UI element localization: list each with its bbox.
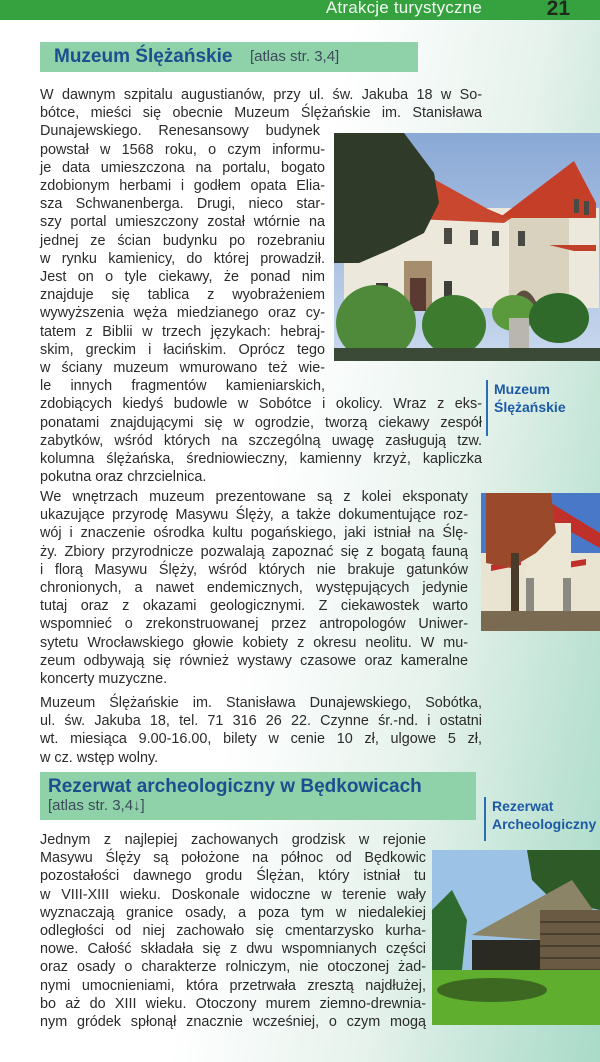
- text-line: w VIII-XIII wieku. Doskonale widoczne w terenie wały: [40, 886, 426, 903]
- text-line: powstał w 1568 roku, o czym informu-: [40, 141, 325, 158]
- text-line: wt. miesiąca 9.00-16.00, bilety w cenie 10 zł, ulgowe 5 zł,: [40, 731, 482, 748]
- page-header-bar: [0, 0, 600, 20]
- text-line: zabytków, wśród których na szczególną uwagę zasługują tzw.: [40, 432, 482, 449]
- paragraph-rezerwat: [40, 831, 426, 1031]
- text-line: kolumna ślężańska, średniowieczny, kamienny krzyż, kapliczka: [40, 451, 482, 468]
- text-line: je data umieszczona na portalu, bogato: [40, 159, 325, 176]
- text-line: tutaj oraz z okazami geologicznymi. Z ciekawostek warto: [40, 598, 468, 615]
- margin-note-rezerwat: [484, 797, 596, 841]
- photo-museum-building: [334, 133, 600, 361]
- atlas-reference: [atlas str. 3,4↓]: [48, 797, 145, 814]
- atlas-reference: [atlas str. 3,4]: [250, 48, 340, 65]
- text-line: bo aż do XIII wieku. Otoczony murem ziemno-drewnia-: [40, 995, 426, 1012]
- section-heading-rezerwat: [40, 772, 476, 820]
- text-line: wój i znaczenie ośrodka kultu pogańskiego, jaki istniał na Ślę-: [40, 525, 468, 542]
- paragraph-museum-exhibits: [40, 488, 468, 688]
- margin-note-line: Rezerwat: [492, 798, 554, 814]
- section-heading-muzeum: [40, 42, 418, 72]
- margin-note-line: Muzeum: [494, 381, 550, 397]
- text-line: We wnętrzach muzeum prezentowane są z kolei eksponaty: [40, 489, 468, 505]
- text-line: W dawnym szpitalu augustianów, przy ul. św. Jakuba 18 w So-: [40, 87, 482, 103]
- text-line: ul. św. Jakuba 18, tel. 71 316 26 22. Czynne śr.-nd. i ostatni: [40, 713, 482, 730]
- text-line: ponatami znajdującymi się w ogrodzie, tworzą ciekawy zespół: [40, 414, 482, 431]
- text-line: wywyższenia węża miedzianego oraz cy-: [40, 305, 325, 322]
- text-line: w rynku kamienicy, do której prowadził.: [40, 250, 325, 267]
- text-line: le innych fragmentów kamieniarskich,: [40, 378, 325, 395]
- text-line: tatem z Biblii w trzech językach: hebraj-: [40, 323, 325, 340]
- text-line: skim, greckim i łacińskim. Oprócz tego: [40, 341, 325, 358]
- heading-title: Rezerwat archeologiczny w Będkowicach: [48, 776, 422, 797]
- text-line: nowe. Całość składała się z dwu wspomnianych części: [40, 941, 426, 958]
- text-line: zeum odbywają się również wystawy czasowe oraz kameralne: [40, 652, 468, 669]
- text-line: pokutna oraz chrzcielnica.: [40, 469, 207, 486]
- text-line: pozostałości dawnego grodu Ślężan, który istniał tu: [40, 868, 426, 885]
- text-line: nym gródek spłonął znacznie wcześniej, o czym mogą: [40, 1014, 426, 1031]
- photo-museum-side: [481, 493, 600, 631]
- text-line: Dunajewskiego. Renesansowy budynek: [40, 123, 320, 140]
- text-line: Jednym z najlepiej zachowanych grodzisk w rejonie: [40, 832, 426, 848]
- page-number: 21: [546, 0, 570, 20]
- photo-wooden-hut: [432, 850, 600, 1025]
- text-line: bótce, mieści się obecnie Muzeum Ślężańskie im. Stanisława: [40, 105, 482, 122]
- margin-note-line: Ślężańskie: [494, 399, 566, 415]
- section-title: Atrakcje turystyczne: [325, 0, 482, 17]
- text-line: ukazujące przyrodę Masywu Ślęży, a także dokumentujące roz-: [40, 507, 468, 524]
- text-line: zdobionym herbami i godłem opata Elia-: [40, 178, 325, 195]
- margin-note-muzeum: [486, 380, 566, 436]
- text-line: znajduje się tablica z wyobrażeniem: [40, 287, 325, 304]
- text-line: wyznaczają granice osady, a poza tym w niedalekiej: [40, 904, 426, 921]
- text-line: Masywu Ślęży są położone na północ od Będkowic: [40, 850, 426, 867]
- text-line: oraz osady o charakterze rolniczym, nie otoczonej żad-: [40, 959, 426, 976]
- text-line: zdobiących kiedyś budowle w Sobótce i okolicy. Wraz z eks-: [40, 396, 482, 413]
- text-line: jednej ze ścian budynku po rozebraniu: [40, 232, 325, 249]
- text-line: sza Schwanenberga. Drugi, nieco star-: [40, 196, 325, 213]
- text-line: szy portal umieszczony został wtórnie na: [40, 214, 325, 231]
- text-line: ży. Zbiory przyrodnicze pozwalają zapoznać się z bogatą fauną: [40, 543, 468, 560]
- paragraph-museum-info: [40, 694, 482, 767]
- margin-note-line: Archeologiczny: [492, 816, 597, 832]
- text-line: wspomnieć o zrekonstruowanej przez antropologów Uniwer-: [40, 616, 468, 633]
- text-line: i florą Masywu Ślęży, wśród których nie brakuje gatunków: [40, 561, 468, 578]
- heading-title: Muzeum Ślężańskie: [54, 46, 233, 67]
- text-line: nymi umocnieniami, która przetrwała zresztą najdłużej,: [40, 977, 426, 994]
- text-line: Jest on o tyle ciekawy, że ponad nim: [40, 269, 325, 286]
- text-line: chronionych, a nawet endemicznych, występujących jedynie: [40, 580, 468, 597]
- text-line: w ściany muzeum wmurowano też wie-: [40, 360, 325, 377]
- text-line: koncerty muzyczne.: [40, 671, 168, 688]
- text-line: Muzeum Ślężańskie im. Stanisława Dunajewskiego, Sobótka,: [40, 695, 482, 711]
- text-line: sytetu Wrocławskiego głowie kobiety z okresu neolitu. W mu-: [40, 634, 468, 651]
- text-line: odległości od niej zachowało się cmentarzysko kurha-: [40, 923, 426, 940]
- text-line: w cz. wstęp wolny.: [40, 749, 159, 766]
